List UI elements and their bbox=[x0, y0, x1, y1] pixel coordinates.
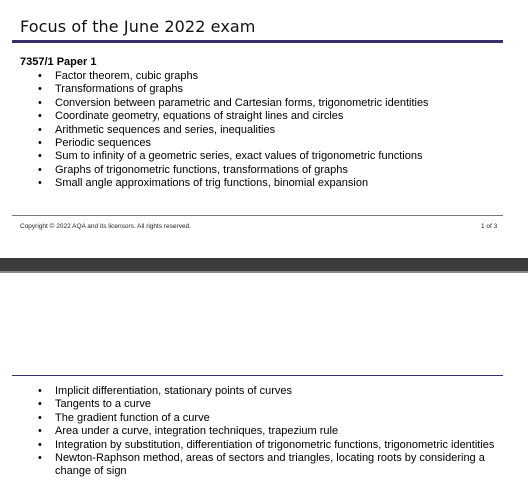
document-page-2 bbox=[0, 273, 528, 488]
bullet-icon: • bbox=[38, 83, 42, 96]
bullet-icon: • bbox=[38, 438, 42, 451]
list-item: • Small angle approximations of trig functions, binomial expansion bbox=[38, 177, 369, 190]
list-item: • Coordinate geometry, equations of straight lines and circles bbox=[38, 110, 344, 123]
list-item: • Factor theorem, cubic graphs bbox=[38, 70, 199, 82]
topic-list-paper-1 bbox=[38, 70, 429, 191]
list-item: • Area under a curve, integration techniques, trapezium rule bbox=[38, 425, 339, 438]
bullet-icon: • bbox=[38, 452, 42, 465]
list-item: • Integration by substitution, differentiation of trigonometric functions, trigonometric identities bbox=[38, 438, 495, 451]
bullet-icon: • bbox=[38, 163, 42, 176]
list-item: • Graphs of trigonometric functions, transformations of graphs bbox=[38, 163, 348, 176]
section-divider bbox=[12, 375, 503, 376]
document-title: Focus of the June 2022 exam bbox=[20, 17, 256, 36]
bullet-icon: • bbox=[38, 385, 42, 397]
bullet-icon: • bbox=[38, 70, 42, 82]
list-item: • Periodic sequences bbox=[38, 137, 152, 150]
bullet-icon: • bbox=[38, 110, 42, 123]
list-item: • Transformations of graphs bbox=[38, 83, 183, 96]
topic-list-continued bbox=[38, 385, 495, 479]
page-separator bbox=[0, 258, 528, 271]
bullet-icon: • bbox=[38, 123, 42, 136]
bullet-icon: • bbox=[38, 398, 42, 411]
footer-divider bbox=[12, 215, 503, 216]
copyright-notice: Copyright © 2022 AQA and its licensors. All rights reserved. bbox=[20, 223, 191, 230]
title-divider bbox=[12, 40, 503, 43]
page-number: 1 of 3 bbox=[481, 223, 498, 230]
list-item: • Newton-Raphson method, areas of sectors and triangles, locating roots by considering a change of sign bbox=[38, 452, 485, 478]
list-item: • Conversion between parametric and Cartesian forms, trigonometric identities bbox=[38, 96, 429, 109]
bullet-icon: • bbox=[38, 150, 42, 163]
bullet-icon: • bbox=[38, 177, 42, 190]
list-item: • The gradient function of a curve bbox=[38, 411, 210, 424]
list-item: • Sum to infinity of a geometric series, exact values of trigonometric functions bbox=[38, 150, 423, 163]
bullet-icon: • bbox=[38, 96, 42, 109]
paper-heading: 7357/1 Paper 1 bbox=[20, 56, 97, 68]
bullet-icon: • bbox=[38, 425, 42, 438]
list-item: • Arithmetic sequences and series, inequalities bbox=[38, 123, 276, 136]
bullet-icon: • bbox=[38, 411, 42, 424]
list-item: • Implicit differentiation, stationary points of curves bbox=[38, 385, 293, 397]
list-item: • Tangents to a curve bbox=[38, 398, 152, 411]
bullet-icon: • bbox=[38, 137, 42, 150]
